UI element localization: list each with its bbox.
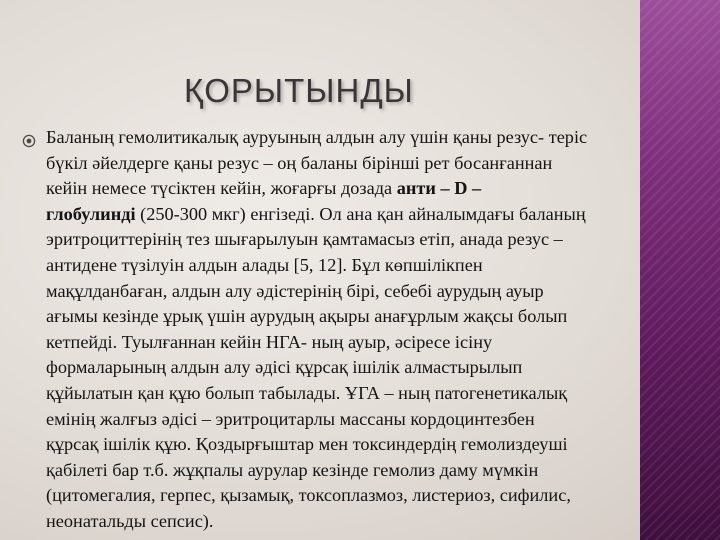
- body-paragraph: [46, 125, 688, 535]
- paragraph-line: антидене түзілуін алдын алады [5, 12]. Бұл көпшілікпен: [46, 254, 483, 275]
- paragraph-line: бүкіл әйелдерге қаны резус – оң баланы бірінші рет босанғаннан: [46, 152, 553, 173]
- paragraph-line: формаларының алдын алу әдісі құрсақ ішілік алмастырылып: [46, 357, 523, 378]
- paragraph-line: емінің жалғыз әдісі – эритроцитарлы массаны кордоцинтезбен: [46, 408, 535, 429]
- paragraph-line: құрсақ ішілік құю. Қоздырғыштар мен токсиндердің гемолиздеуші: [46, 434, 568, 455]
- paragraph-line: қабілеті бар т.б. жұқпалы аурулар кезінде гемолиз даму мүмкін: [46, 459, 539, 480]
- paragraph-line: эритроциттерінің тез шығарылуын қамтамасыз етіп, анада резус –: [46, 229, 563, 250]
- paragraph-line: [46, 176, 688, 202]
- slide-title: ҚОРЫТЫНДЫ: [184, 72, 414, 109]
- paragraph-line: кетпейді. Туылғаннан кейін НГА- ның ауыр, әсіресе ісіну: [46, 331, 493, 352]
- paragraph-line: [46, 202, 688, 228]
- paragraph-line: (цитомегалия, герпес, қызамық, токсоплазмоз, листериоз, сифилис,: [46, 485, 571, 506]
- paragraph-line: мақұлданбаған, алдын алу әдістерінің бірі, себебі аурудың ауыр: [46, 280, 544, 301]
- line-text: (250-300 мкг) енгізеді. Ол ана қан айналымдағы баланың: [135, 203, 586, 224]
- paragraph-line: құйылатын қан құю болып табылады. ҰГА – ның патогенетикалық: [46, 382, 568, 403]
- bold-term-anti-d: анти – D –: [396, 178, 482, 199]
- paragraph-line: неонатальды сепсис).: [46, 510, 214, 531]
- bold-term-globulin: глобулинді: [46, 203, 136, 224]
- paragraph-line: Баланың гемолитикалық ауруының алдын алу үшін қаны резус- теріс: [46, 127, 588, 147]
- line-text: кейін немесе түсіктен кейін, жоғарғы дозада: [46, 178, 397, 199]
- circled-dot-bullet-icon: [22, 134, 36, 148]
- paragraph-line: ағымы кезінде ұрық үшін аурудың ақыры анағұрлым жақсы болып: [46, 306, 568, 327]
